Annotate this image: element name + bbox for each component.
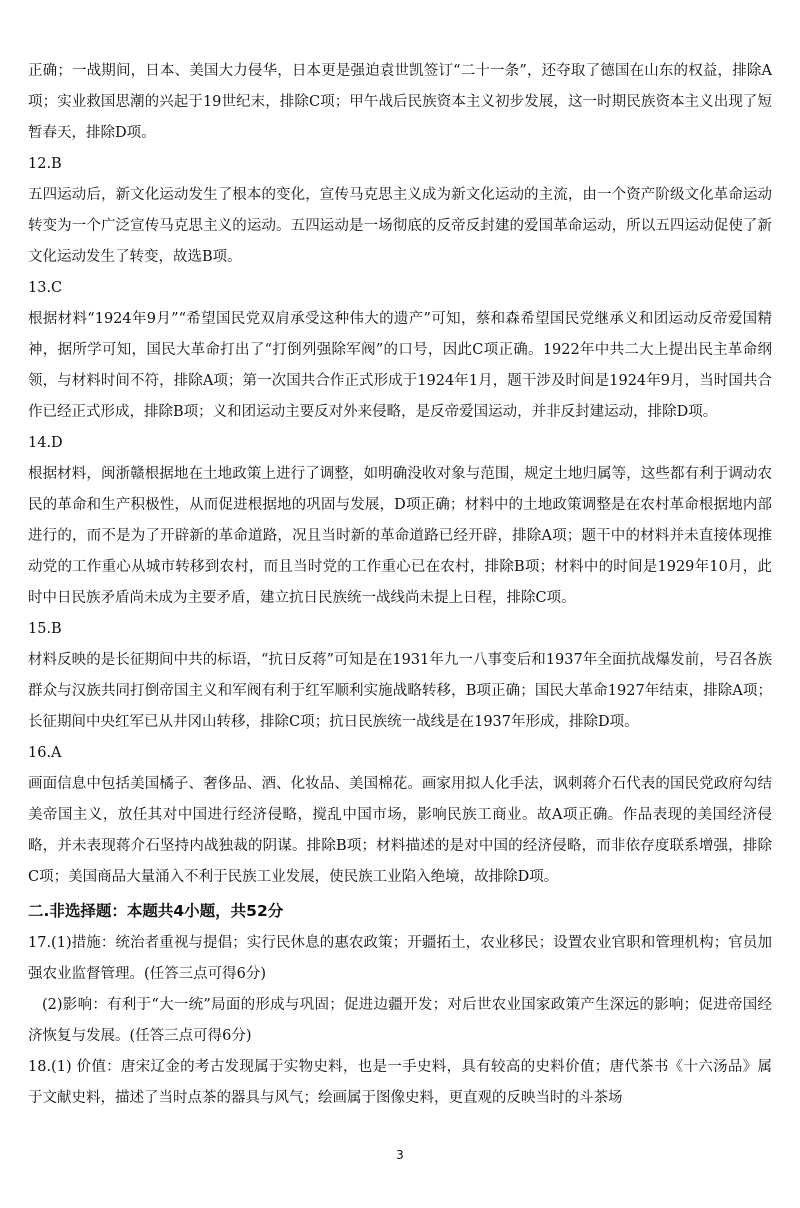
paragraph-11-continued: 正确；一战期间，日本、美国大力侵华，日本更是强迫袁世凯签订“二十一条”，还夺取了德国在山东的权益，排除A项；实业救国思潮的兴起于19世纪末，排除C项；甲午战后民族资本主义初步发展，这一时期民族资本主义出现了短暂春天，排除D项。 [28,63,772,141]
paragraph-15: 材料反映的是长征期间中共的标语，“抗日反蒋”可知是在1931年九一八事变后和1937年全面抗战爆发前，号召各族群众与汉族共同打倒帝国主义和军阀有利于红军顺利实施战略转移，B项正确；国民大革命1927年结束，排除A项；长征期间中央红军已从井冈山转移，排除C项；抗日民族统一战线是在1937年形成，排除D项。 [28,652,772,730]
question-number-16: 16.A [28,745,62,761]
question-number-13: 13.C [28,280,63,296]
question-number-12: 12.B [28,156,62,172]
question-number-14: 14.D [28,435,63,451]
paragraph-17-part-2: (2)影响：有利于“大一统”局面的形成与巩固；促进边疆开发；对后世农业国家政策产生深远的影响；促进帝国经济恢复与发展。(任答三点可得6分) [28,997,772,1044]
section-heading-non-choice: 二.非选择题：本题共4小题，共52分 [28,902,284,920]
paragraph-16: 画面信息中包括美国橘子、奢侈品、酒、化妆品、美国棉花。画家用拟人化手法，讽刺蒋介石代表的国民党政府勾结美帝国主义，放任其对中国进行经济侵略，搅乱中国市场，影响民族工商业。故A项正确。作品表现的美国经济侵略，并未表现蒋介石坚持内战独裁的阴谋。排除B项；材料描述的是对中国的经济侵略，而非依存度联系增强，排除C项；美国商品大量涌入不利于民族工业发展，使民族工业陷入绝境，故排除D项。 [28,776,772,885]
document-body [28,56,772,1114]
question-number-15: 15.B [28,621,62,637]
paragraph-17-part-1: 17.(1)措施：统治者重视与提倡；实行民休息的惠农政策；开疆拓土，农业移民；设置农业官职和管理机构；官员加强农业监督管理。(任答三点可得6分) [28,935,772,982]
paragraph-13: 根据材料“1924年9月”“希望国民党双肩承受这种伟大的遗产”可知，蔡和森希望国民党继承义和团运动反帝爱国精神，据所学可知，国民大革命打出了“打倒列强除军阀”的口号，因此C项正确。1922年中共二大上提出民主革命纲领，与材料时间不符，排除A项；第一次国共合作正式形成于1924年1月，题干涉及时间是1924年9月，当时国共合作已经正式形成，排除B项；义和团运动主要反对外来侵略，是反帝爱国运动，并非反封建运动，排除D项。 [28,311,772,420]
paragraph-14: 根据材料，闽浙赣根据地在土地政策上进行了调整，如明确没收对象与范围，规定土地归属等，这些都有利于调动农民的革命和生产积极性，从而促进根据地的巩固与发展，D项正确；材料中的土地政策调整是在农村革命根据地内部进行的，而不是为了开辟新的革命道路，况且当时新的革命道路已经开辟，排除A项；题干中的材料并未直接体现推动党的工作重心从城市转移到农村，而且当时党的工作重心已在农村，排除B项；材料中的时间是1929年10月，此时中日民族矛盾尚未成为主要矛盾，建立抗日民族统一战线尚未提上日程，排除C项。 [28,466,772,606]
page-number: 3 [396,1148,404,1162]
paragraph-12: 五四运动后，新文化运动发生了根本的变化，宣传马克思主义成为新文化运动的主流，由一个资产阶级文化革命运动转变为一个广泛宣传马克思主义的运动。五四运动是一场彻底的反帝反封建的爱国革命运动，所以五四运动促使了新文化运动发生了转变，故选B项。 [28,187,772,265]
paragraph-18-part-1: 18.(1) 价值：唐宋辽金的考古发现属于实物史料，也是一手史料，具有较高的史料价值；唐代茶书《十六汤品》属于文献史料，描述了当时点茶的器具与风气；绘画属于图像史料，更直观的反映当时的斗茶场 [28,1059,772,1106]
